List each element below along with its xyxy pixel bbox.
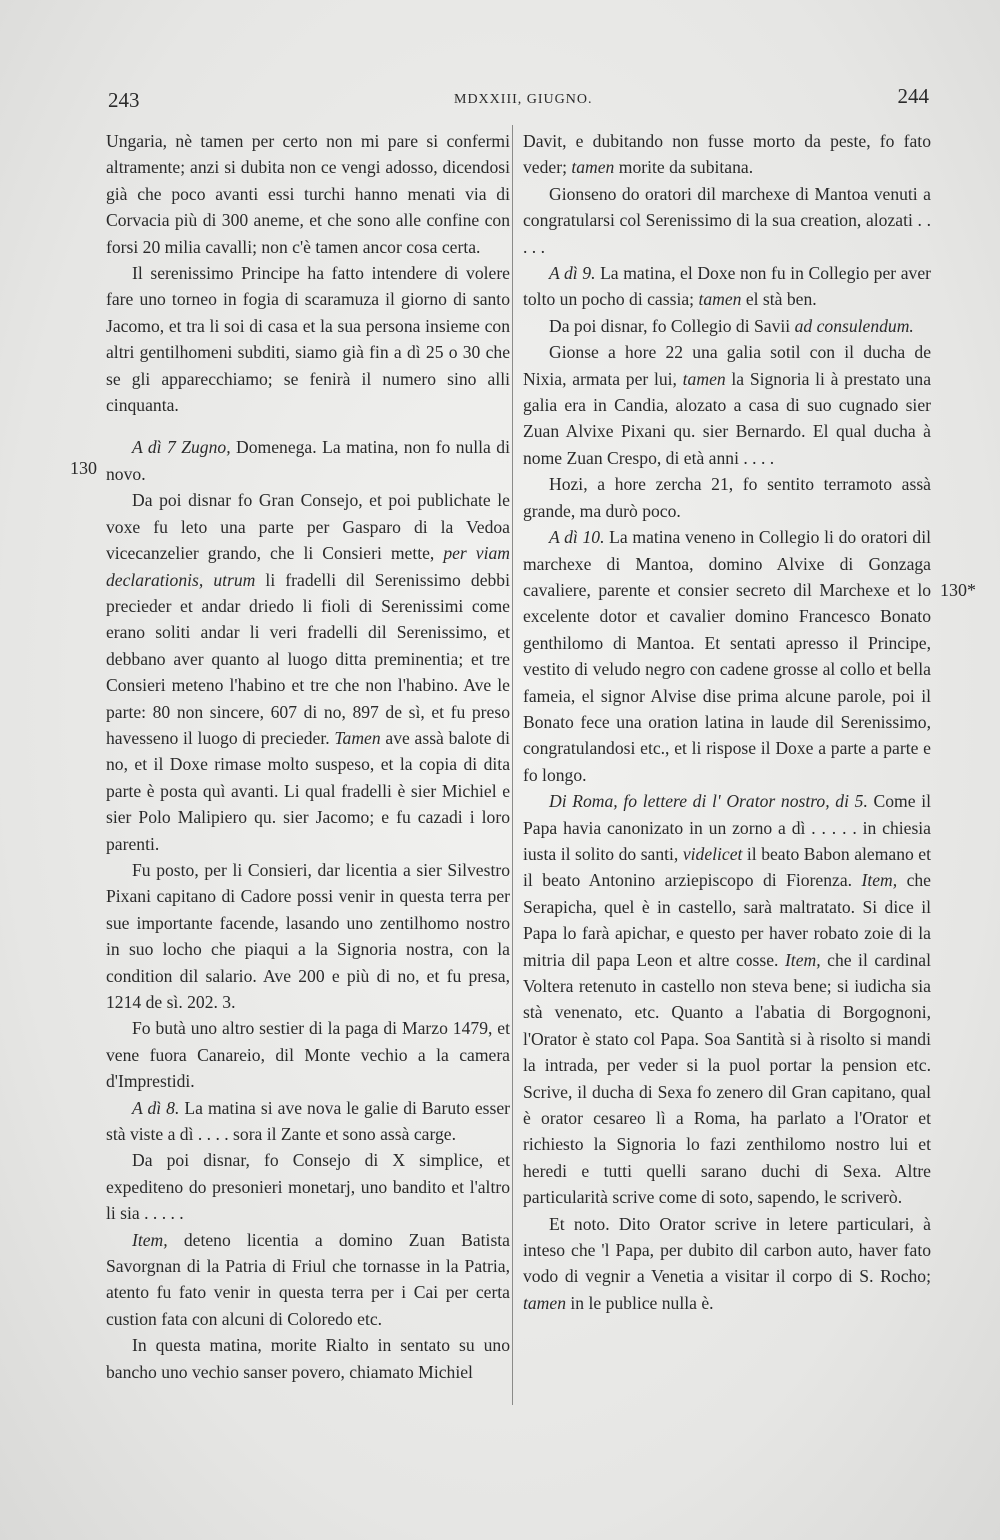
date-heading: A dì 8. — [132, 1097, 180, 1118]
date-heading: A dì 7 Zugno, — [132, 437, 231, 458]
paragraph: Davit, e dubitando non fusse morto da peste, fo fato veder; tamen morite da subitana. — [523, 131, 931, 178]
paragraph: A dì 7 Zugno, Domenega. La matina, non fo nulla di novo. — [106, 437, 510, 484]
paragraph: Hozi, a hore zercha 21, fo sentito terramoto assà grande, ma durò poco. — [523, 474, 931, 521]
margin-note-left: 130 — [70, 458, 97, 478]
page-header — [108, 84, 929, 118]
column-divider — [512, 125, 513, 1405]
paragraph: A dì 9. La matina, el Doxe non fu in Collegio per aver tolto un pocho di cassia; tamen el stà ben. — [523, 263, 931, 310]
paragraph: Et noto. Dito Orator scrive in letere particulari, à inteso che 'l Papa, per dubito dil carbon auto, haver fato vodo di vegnir a Venetia a visitar il corpo di S. Rocho; tamen in le publice nulla è. — [523, 1213, 931, 1313]
paragraph: A dì 10. La matina veneno in Collegio li do oratori dil marchexe di Mantoa, domino Alvixe di Gonzaga cavaliere, parente et consier secreto dil Marchexe et lo excelente dotor et cavalier domino Francesco Bonato genthilomo di Mantoa. Et sentati apresso il Principe, vestito di veludo negro con cadene grosse al collo et bella fameia, el signor Alvise dise prima alcune parole, poi il Bonato fece una oration latina in laude dil Serenissimo, congratulandosi etc., et li rispose il Doxe a parte a parte e fo longo. — [523, 527, 932, 785]
paragraph: Da poi disnar, fo Collegio di Savii ad consulendum. — [549, 315, 914, 336]
paragraph: A dì 8. La matina si ave nova le galie di Baruto esser stà viste a dì . . . . sora il Zante et sono assà carge. — [106, 1097, 510, 1145]
margin-note-right: 130* — [940, 580, 976, 600]
date-heading: A dì 10. — [549, 527, 605, 548]
paragraph: Fu posto, per li Consieri, dar licentia a sier Silvestro Pixani capitano di Cadore possi venir in questa terra per sue importante facende, lasando uno zentilhomo nostro in suo locho che piaqui a la Signoria nostra, con la condition dil salario. Ave 200 e più di no, et fu presa, 1214 de sì. 202. 3. — [106, 859, 510, 1012]
section-heading: Di Roma, fo lettere di l' Orator nostro, di 5. — [549, 791, 868, 812]
paragraph: Da poi disnar fo Gran Consejo, et poi publichate le voxe fu leto una parte per Gasparo di la Vedoa vicecanzelier grando, che li Consieri mette, per viam declarationis, utrum li fradelli dil Serenissimo debbi precieder et andar driedo li fioli di Serenissimi come erano soliti andar li veri fradelli dil Serenissimo, et debbano aver quanto al luogo ditta preminentia; et tre Consieri meteno l'habino et tre che non l'habino. Ave le parte: 80 non sincere, 607 di no, 897 de sì, et fu preso havesseno il luogo di precieder. Tamen ave assà balote di no, et il Doxe rimase molto suspeso, et la copia di dita parte è posta quì avanti. Li qual fradelli è sier Michiel e sier Polo Malipiero qu. sier Jacomo; e fu cazadi i loro parenti. — [106, 490, 510, 854]
paragraph: Ungaria, nè tamen per certo non mi pare si confermi altramente; anzi si dubita non ce vengi adosso, dicendosi già che poco avanti essi turchi hanno menati via di Corvacia più di 300 aneme, et che sono alle confine con forsi 20 milia cavalli; non c'è tamen ancor cosa certa. — [106, 131, 510, 257]
right-column — [523, 128, 931, 1316]
paragraph: Gionseno do oratori dil marchexe di Mantoa venuti a congratularsi col Serenissimo di la sua creation, alozati . . . . . — [523, 183, 931, 257]
running-title: MDXXIII, GIUGNO. — [454, 92, 593, 107]
paragraph: Di Roma, fo lettere di l' Orator nostro, di 5. Come il Papa havia canonizato in un zorno a dì . . . . . in chiesia iusta il solito do santi, videlicet il beato Babon alemano et il beato Antonino arziepiscopo di Fiorenza. Item, che Serapicha, quel è in castello, sarà maltratato. Si dice il Papa lo farà apichar, e questo per haver robato zoie di la mitria dil papa Leon et altre cosse. Item, che il cardinal Voltera retenuto in castello non steva bene; si iudicha sia stà venenato, etc. Quanto a l'abatia di Borgognoni, l'Orator è stato col Papa. Soa Santità si à risolto si mandi la intrada, per veder si la puol portar la pension etc. Scrive, il ducha di Sexa fo zenero dil Gran capitano, qual è orator cesareo lì a Roma, ha parlato a l'Orator et richiesto la Signoria lo fazi zenthilomo nostro lui et heredi e tutti quelli sarano duchi di Sexa. Altre particularità scrive come di soto, sapendo, le scriverò. — [523, 791, 932, 1208]
paragraph: In questa matina, morite Rialto in sentato su uno bancho uno vechio sanser povero, chiamato Michiel — [106, 1335, 510, 1382]
paragraph: Gionse a hore 22 una galia sotil con il ducha de Nixia, armata per lui, tamen la Signoria li à prestato una galia era in Candia, alozato a casa di suo cugnado sier Zuan Alvixe Pixani qu. sier Bernardo. El qual ducha à nome Zuan Crespo, di età anni . . . . — [523, 342, 932, 468]
left-page-number: 243 — [108, 88, 140, 112]
left-column — [106, 128, 510, 1385]
date-heading: A dì 9. — [549, 263, 596, 284]
right-page-number: 244 — [897, 84, 929, 108]
paragraph: Il serenissimo Principe ha fatto intendere di volere fare uno torneo in fogia di scaramuza il giorno di santo Jacomo, et tra li soi di casa et la sua persona insieme con altri gentilhomeni subditi, siamo già fin a dì 25 o 30 che se gli apparecchiamo; se fenirà il numero sino alli cinquanta. — [106, 263, 510, 416]
paragraph: Da poi disnar, fo Consejo di X simplice, et expediteno do presonieri monetarj, uno bandito et l'altro li sia . . . . . — [106, 1150, 510, 1224]
paragraph: Item, deteno licentia a domino Zuan Batista Savorgnan di la Patria di Friul che tornasse in la Patria, atento fu fato venir in questa terra per i Cai per certa custion fata con alcuni di Coloredo etc. — [106, 1229, 510, 1329]
paragraph: Fo butà uno altro sestier di la paga di Marzo 1479, et vene fuora Canareio, dil Monte vechio a la camera d'Imprestidi. — [106, 1018, 510, 1092]
